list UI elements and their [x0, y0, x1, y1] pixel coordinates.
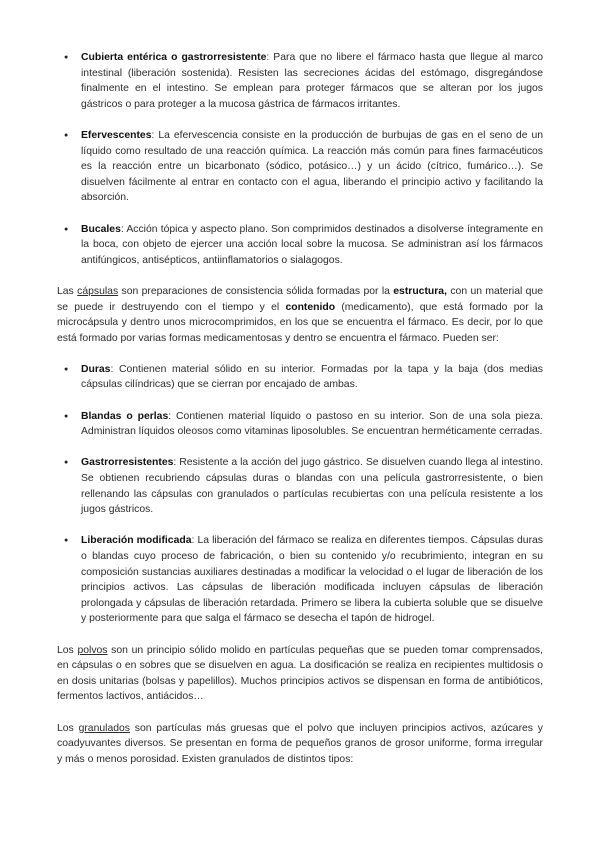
tablet-types-list — [57, 50, 543, 268]
polvos-paragraph — [57, 643, 543, 705]
contenido-term: contenido — [285, 301, 336, 313]
granulados-term: granulados — [78, 722, 130, 734]
text: con un material que se puede ir destruyendo con el tiempo y el — [57, 285, 544, 313]
text: Las — [57, 285, 78, 297]
term: Cubierta entérica o gastrorresistente — [81, 52, 267, 63]
term: Duras — [81, 363, 111, 375]
description: : La efervescencia consiste en la producción de burbujas de gas en el seno de un líquido como resultado de una reacción química. La reacción más común para fines farmacéuticos es la reacción entre un bicarbonato (sódico, potásico…) y un ácido (cítrico, fumárico…). Se disuelven fácilmente al entrar en contacto con el agua, liberando el principio activo y facilitando la absorción. — [81, 129, 543, 204]
list-item — [57, 128, 543, 206]
list-item — [57, 409, 543, 440]
description: : Acción tópica y aspecto plano. Son comprimidos destinados a disolverse íntegramente en la boca, con objeto de ejercer una acción local sobre la mucosa. Se administran así los fármacos antifúngicos, antisépticos, antiinflamatorios o sialagogos. — [81, 223, 543, 266]
text: Los — [57, 644, 78, 656]
capsulas-paragraph — [57, 284, 543, 346]
list-item — [57, 362, 543, 393]
text: son partículas más gruesas que el polvo que incluyen principios activos, azúcares y coadyuvantes diversos. Se presentan en forma de pequeños granos de grosor uniforme, forma irregular y más o menos porosidad. Existen granulados de distintos tipos: — [57, 722, 544, 765]
text: son preparaciones de consistencia sólida formadas por la — [118, 285, 394, 297]
list-item — [57, 222, 543, 269]
granulados-paragraph — [57, 721, 543, 768]
term: Bucales — [81, 223, 121, 235]
polvos-term: polvos — [77, 644, 108, 656]
list-item — [57, 533, 543, 627]
term: Blandas o perlas — [81, 410, 169, 422]
term: Gastrorresistentes — [81, 457, 174, 469]
capsulas-term: cápsulas — [77, 285, 119, 297]
term: Liberación modificada — [81, 535, 192, 547]
description: : Para que no libere el fármaco hasta que llegue al marco intestinal (liberación sostenida). Resisten las secreciones ácidas del estómago, disgregándose finalmente en el intestino. Se emplean para proteger fármacos que se alteran por los jugos gástricos o para proteger a la mucosa gástrica de fármacos irritantes. — [81, 52, 543, 110]
text: son un principio sólido molido en partículas pequeñas que se pueden tomar comprensados, en cápsulas o en sobres que se disuelven en agua. La dosificación se realiza en recipientes multidosis o en dosis unitarias (bolsas y papelillos). Muchos principios activos se dispensan en forma de antibióticos, fermentos lactivos, antiácidos… — [57, 644, 544, 703]
estructura-term: estructura, — [393, 285, 447, 297]
term: Efervescentes — [81, 129, 152, 141]
text: (medicamento), que está formado por la microcápsula y dentro unos microcomprimidos, en los que se encuentra el fármaco. Es decir, por lo que está formado por varias formas medicamentosas y dentro se encuentra el fármaco. Pueden ser: — [57, 301, 543, 344]
description: : Contienen material sólido en su interior. Formadas por la tapa y la baja (dos medias cápsulas cilíndricas) que se cierran por encajado de ambas. — [81, 363, 543, 391]
list-item — [57, 455, 543, 517]
text: Los — [57, 722, 79, 734]
capsule-types-list — [57, 362, 543, 627]
list-item — [57, 50, 543, 112]
description: : La liberación del fármaco se realiza en diferentes tiempos. Cápsulas duras o blandas cuyo proceso de fabricación, o bien su contenido y/o recubrimiento, integran en su composición sustancias auxiliares destinadas a modificar la velocidad o el lugar de liberación de los principios activos. Las cápsulas de liberación modificada incluyen cápsulas de liberación prolongada y cápsulas de liberación retardada. Primero se libera la cubierta soluble que se disuelve y posteriormente para que salga el fármaco se desecha el tapón de hidrogel. — [81, 535, 544, 625]
description: : Resistente a la acción del jugo gástrico. Se disuelven cuando llega al intestino. Se obtienen recubriendo cápsulas duras o blandas con una película gastrorresistente, o bien rellenando las cápsulas con granulados o partículas recubiertas con una película resistente a los jugos gástricos. — [81, 457, 543, 516]
description: : Contienen material líquido o pastoso en su interior. Son de una sola pieza. Administran líquidos oleosos como vitaminas liposolubles. Se encuentran herméticamente cerradas. — [81, 410, 544, 438]
